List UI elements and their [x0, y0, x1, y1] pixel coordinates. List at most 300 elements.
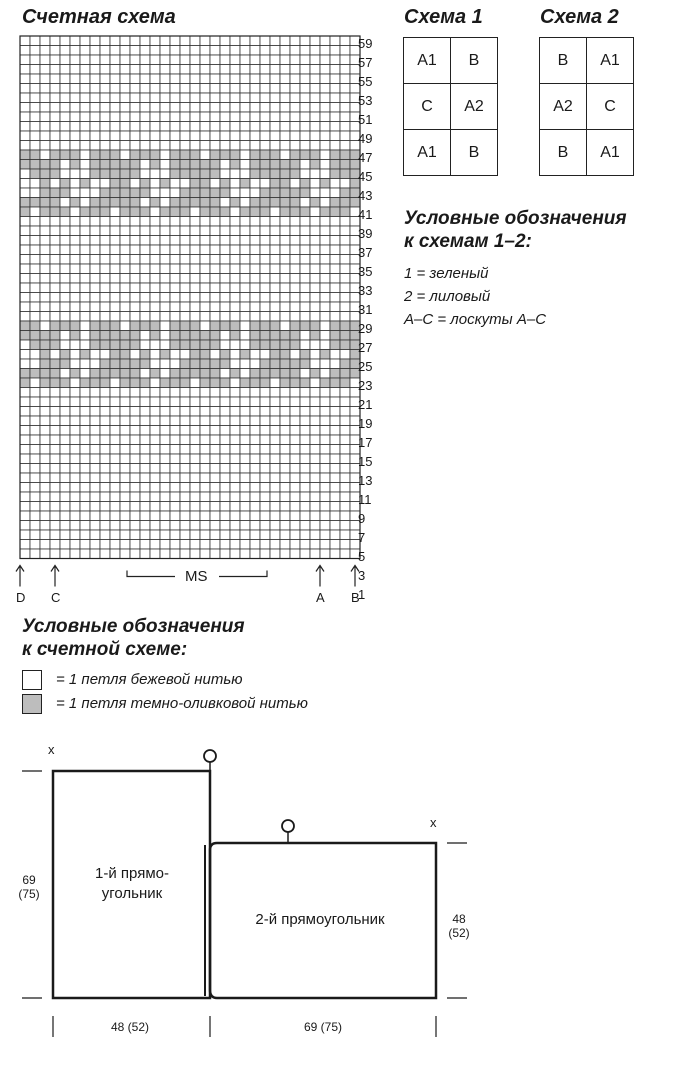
olive-stitch-cell [250, 169, 260, 179]
olive-stitch-cell [330, 369, 340, 379]
beige-stitch-cell [190, 492, 200, 502]
beige-stitch-cell [280, 84, 290, 94]
beige-stitch-cell [250, 397, 260, 407]
beige-stitch-cell [110, 416, 120, 426]
beige-stitch-cell [140, 122, 150, 132]
beige-stitch-cell [130, 416, 140, 426]
beige-stitch-cell [150, 103, 160, 113]
beige-stitch-cell [260, 312, 270, 322]
beige-stitch-cell [260, 141, 270, 151]
beige-stitch-cell [30, 388, 40, 398]
beige-stitch-cell [90, 179, 100, 189]
beige-stitch-cell [290, 103, 300, 113]
marker-label-d: D [16, 589, 26, 605]
chart-row-number: 31 [358, 302, 373, 317]
beige-stitch-cell [140, 312, 150, 322]
beige-stitch-cell [280, 103, 290, 113]
beige-stitch-cell [120, 264, 130, 274]
beige-stitch-cell [260, 540, 270, 550]
beige-stitch-cell [250, 112, 260, 122]
beige-stitch-cell [30, 93, 40, 103]
beige-stitch-cell [130, 283, 140, 293]
beige-stitch-cell [140, 36, 150, 46]
chart-row-number: 41 [358, 207, 373, 222]
beige-stitch-cell [340, 55, 350, 65]
beige-stitch-cell [210, 445, 220, 455]
scheme2-title: Схема 2 [540, 6, 619, 28]
beige-stitch-cell [40, 483, 50, 493]
olive-stitch-cell [240, 179, 250, 189]
beige-stitch-cell [300, 302, 310, 312]
beige-stitch-cell [260, 264, 270, 274]
beige-stitch-cell [210, 312, 220, 322]
beige-stitch-cell [310, 93, 320, 103]
beige-stitch-cell [210, 350, 220, 360]
beige-stitch-cell [260, 502, 270, 512]
beige-stitch-cell [240, 426, 250, 436]
olive-stitch-cell [140, 179, 150, 189]
beige-stitch-cell [140, 397, 150, 407]
beige-stitch-cell [50, 274, 60, 284]
beige-stitch-cell [190, 255, 200, 265]
olive-stitch-cell [120, 169, 130, 179]
olive-stitch-cell [270, 160, 280, 170]
beige-stitch-cell [200, 255, 210, 265]
beige-stitch-cell [340, 302, 350, 312]
beige-stitch-cell [170, 312, 180, 322]
beige-stitch-cell [290, 302, 300, 312]
beige-stitch-cell [270, 293, 280, 303]
beige-stitch-cell [240, 492, 250, 502]
beige-stitch-cell [110, 103, 120, 113]
beige-stitch-cell [20, 549, 30, 559]
scheme1-title: Схема 1 [404, 6, 483, 28]
beige-stitch-cell [150, 454, 160, 464]
beige-stitch-cell [260, 435, 270, 445]
olive-stitch-cell [30, 321, 40, 331]
chart-row-number: 5 [358, 549, 366, 564]
beige-stitch-cell [110, 36, 120, 46]
beige-stitch-cell [310, 255, 320, 265]
beige-stitch-cell [240, 502, 250, 512]
beige-stitch-cell [140, 340, 150, 350]
beige-stitch-cell [150, 426, 160, 436]
chart-row-number: 13 [358, 473, 373, 488]
olive-stitch-cell [190, 331, 200, 341]
beige-stitch-cell [250, 426, 260, 436]
beige-stitch-cell [340, 350, 350, 360]
beige-stitch-cell [320, 464, 330, 474]
beige-stitch-cell [280, 416, 290, 426]
olive-stitch-cell [120, 369, 130, 379]
beige-stitch-cell [210, 302, 220, 312]
olive-stitch-cell [40, 359, 50, 369]
beige-stitch-cell [180, 540, 190, 550]
olive-stitch-cell [70, 160, 80, 170]
beige-stitch-cell [140, 435, 150, 445]
beige-stitch-cell [130, 141, 140, 151]
beige-stitch-cell [210, 397, 220, 407]
beige-stitch-cell [30, 530, 40, 540]
beige-stitch-cell [20, 255, 30, 265]
beige-stitch-cell [100, 46, 110, 56]
beige-stitch-cell [200, 397, 210, 407]
beige-stitch-cell [40, 464, 50, 474]
olive-stitch-cell [200, 188, 210, 198]
beige-stitch-cell [220, 55, 230, 65]
beige-stitch-cell [40, 416, 50, 426]
olive-stitch-cell [120, 160, 130, 170]
beige-stitch-cell [20, 454, 30, 464]
beige-stitch-cell [320, 188, 330, 198]
beige-stitch-cell [50, 502, 60, 512]
beige-stitch-cell [210, 426, 220, 436]
beige-stitch-cell [270, 540, 280, 550]
beige-stitch-cell [50, 264, 60, 274]
beige-stitch-cell [150, 55, 160, 65]
olive-stitch-cell [250, 198, 260, 208]
beige-stitch-cell [300, 464, 310, 474]
olive-stitch-cell [300, 378, 310, 388]
beige-stitch-cell [190, 245, 200, 255]
beige-stitch-cell [20, 530, 30, 540]
beige-stitch-cell [180, 274, 190, 284]
beige-stitch-cell [280, 245, 290, 255]
beige-stitch-cell [150, 283, 160, 293]
beige-stitch-cell [180, 84, 190, 94]
beige-stitch-cell [80, 302, 90, 312]
beige-stitch-cell [320, 293, 330, 303]
olive-stitch-cell [100, 321, 110, 331]
beige-stitch-cell [40, 150, 50, 160]
beige-stitch-cell [190, 65, 200, 75]
beige-stitch-cell [120, 226, 130, 236]
scheme-row [404, 84, 498, 130]
beige-stitch-cell [240, 103, 250, 113]
beige-stitch-cell [310, 302, 320, 312]
olive-stitch-cell [340, 150, 350, 160]
beige-stitch-cell [160, 464, 170, 474]
olive-stitch-cell [280, 188, 290, 198]
beige-stitch-cell [80, 122, 90, 132]
beige-stitch-cell [150, 483, 160, 493]
beige-stitch-cell [190, 416, 200, 426]
scheme-cell: A1 [404, 130, 451, 176]
olive-stitch-cell [300, 321, 310, 331]
beige-stitch-cell [150, 188, 160, 198]
beige-stitch-cell [120, 426, 130, 436]
beige-stitch-cell [210, 530, 220, 540]
beige-stitch-cell [280, 255, 290, 265]
beige-stitch-cell [140, 245, 150, 255]
beige-stitch-cell [50, 179, 60, 189]
beige-stitch-cell [80, 93, 90, 103]
beige-stitch-cell [200, 74, 210, 84]
beige-stitch-cell [120, 521, 130, 531]
beige-stitch-cell [340, 255, 350, 265]
beige-stitch-cell [190, 454, 200, 464]
beige-stitch-cell [160, 245, 170, 255]
olive-stitch-cell [180, 160, 190, 170]
beige-stitch-cell [140, 302, 150, 312]
beige-stitch-cell [190, 122, 200, 132]
olive-stitch-cell [330, 378, 340, 388]
beige-stitch-cell [60, 217, 70, 227]
beige-stitch-cell [60, 274, 70, 284]
beige-stitch-cell [110, 511, 120, 521]
olive-stitch-cell [80, 378, 90, 388]
olive-stitch-cell [170, 198, 180, 208]
beige-stitch-cell [30, 378, 40, 388]
beige-stitch-cell [220, 217, 230, 227]
beige-stitch-cell [250, 74, 260, 84]
beige-stitch-cell [250, 103, 260, 113]
beige-stitch-cell [30, 236, 40, 246]
beige-stitch-cell [100, 502, 110, 512]
beige-stitch-cell [110, 236, 120, 246]
beige-stitch-cell [240, 255, 250, 265]
beige-stitch-cell [230, 188, 240, 198]
beige-stitch-cell [220, 416, 230, 426]
beige-stitch-cell [140, 93, 150, 103]
olive-stitch-cell [340, 321, 350, 331]
olive-stitch-cell [180, 207, 190, 217]
beige-stitch-cell [80, 274, 90, 284]
beige-stitch-cell [340, 293, 350, 303]
beige-stitch-cell [120, 473, 130, 483]
beige-stitch-cell [320, 530, 330, 540]
beige-stitch-cell [200, 84, 210, 94]
beige-stitch-cell [140, 112, 150, 122]
beige-stitch-cell [60, 36, 70, 46]
beige-stitch-cell [160, 93, 170, 103]
beige-stitch-cell [100, 131, 110, 141]
beige-stitch-cell [310, 84, 320, 94]
beige-stitch-cell [210, 540, 220, 550]
beige-stitch-cell [310, 407, 320, 417]
olive-stitch-cell [50, 359, 60, 369]
olive-stitch-cell [290, 369, 300, 379]
beige-stitch-cell [190, 283, 200, 293]
beige-stitch-cell [230, 84, 240, 94]
beige-stitch-cell [90, 540, 100, 550]
beige-stitch-cell [160, 264, 170, 274]
beige-stitch-cell [20, 131, 30, 141]
beige-stitch-cell [260, 464, 270, 474]
beige-stitch-cell [150, 350, 160, 360]
beige-stitch-cell [260, 302, 270, 312]
beige-stitch-cell [220, 397, 230, 407]
beige-stitch-cell [140, 255, 150, 265]
olive-stitch-cell [110, 150, 120, 160]
olive-stitch-cell [130, 188, 140, 198]
beige-stitch-cell [260, 483, 270, 493]
beige-stitch-cell [180, 502, 190, 512]
beige-stitch-cell [70, 55, 80, 65]
beige-stitch-cell [180, 112, 190, 122]
beige-stitch-cell [260, 416, 270, 426]
beige-stitch-cell [330, 549, 340, 559]
beige-stitch-cell [110, 112, 120, 122]
beige-stitch-cell [200, 274, 210, 284]
beige-stitch-cell [50, 350, 60, 360]
beige-stitch-cell [200, 540, 210, 550]
beige-stitch-cell [250, 312, 260, 322]
beige-stitch-cell [30, 103, 40, 113]
beige-stitch-cell [130, 502, 140, 512]
beige-stitch-cell [130, 255, 140, 265]
olive-stitch-cell [200, 198, 210, 208]
beige-stitch-cell [130, 302, 140, 312]
beige-stitch-cell [270, 46, 280, 56]
beige-stitch-cell [100, 464, 110, 474]
olive-stitch-cell [200, 331, 210, 341]
beige-stitch-cell [180, 141, 190, 151]
beige-stitch-cell [300, 388, 310, 398]
beige-stitch-cell [50, 245, 60, 255]
beige-stitch-cell [190, 435, 200, 445]
beige-stitch-cell [150, 397, 160, 407]
beige-stitch-cell [300, 521, 310, 531]
beige-stitch-cell [220, 131, 230, 141]
beige-stitch-cell [60, 331, 70, 341]
beige-stitch-cell [140, 473, 150, 483]
olive-stitch-cell [280, 340, 290, 350]
beige-stitch-cell [320, 65, 330, 75]
beige-stitch-cell [320, 264, 330, 274]
beige-stitch-cell [280, 302, 290, 312]
beige-stitch-cell [100, 236, 110, 246]
olive-stitch-cell [260, 198, 270, 208]
olive-stitch-cell [260, 378, 270, 388]
beige-stitch-cell [300, 274, 310, 284]
olive-stitch-cell [200, 179, 210, 189]
beige-stitch-cell [110, 255, 120, 265]
beige-stitch-cell [160, 473, 170, 483]
olive-stitch-cell [130, 198, 140, 208]
beige-stitch-cell [330, 84, 340, 94]
olive-stitch-cell [110, 350, 120, 360]
beige-stitch-cell [270, 473, 280, 483]
beige-stitch-cell [300, 141, 310, 151]
beige-stitch-cell [70, 264, 80, 274]
beige-stitch-cell [150, 530, 160, 540]
beige-stitch-cell [60, 407, 70, 417]
beige-stitch-cell [230, 502, 240, 512]
beige-stitch-cell [220, 245, 230, 255]
olive-stitch-cell [210, 169, 220, 179]
beige-stitch-cell [150, 65, 160, 75]
olive-stitch-cell [20, 321, 30, 331]
beige-stitch-cell [70, 464, 80, 474]
beige-stitch-cell [310, 169, 320, 179]
beige-stitch-cell [310, 236, 320, 246]
beige-stitch-cell [90, 511, 100, 521]
beige-stitch-cell [130, 521, 140, 531]
beige-stitch-cell [90, 112, 100, 122]
beige-stitch-cell [50, 483, 60, 493]
beige-stitch-cell [270, 283, 280, 293]
beige-stitch-cell [260, 65, 270, 75]
beige-stitch-cell [160, 74, 170, 84]
olive-stitch-cell [190, 350, 200, 360]
beige-stitch-cell [310, 188, 320, 198]
beige-stitch-cell [200, 511, 210, 521]
beige-stitch-cell [210, 502, 220, 512]
beige-stitch-cell [150, 445, 160, 455]
olive-stitch-cell [290, 150, 300, 160]
beige-stitch-cell [260, 530, 270, 540]
beige-stitch-cell [70, 340, 80, 350]
beige-stitch-cell [40, 93, 50, 103]
beige-stitch-cell [140, 464, 150, 474]
olive-stitch-cell [150, 160, 160, 170]
beige-stitch-cell [40, 122, 50, 132]
beige-stitch-cell [130, 473, 140, 483]
beige-stitch-cell [250, 188, 260, 198]
beige-stitch-cell [250, 530, 260, 540]
beige-stitch-cell [140, 369, 150, 379]
olive-stitch-cell [150, 369, 160, 379]
beige-stitch-cell [140, 549, 150, 559]
beige-stitch-cell [260, 122, 270, 132]
beige-stitch-cell [320, 388, 330, 398]
beige-stitch-cell [340, 426, 350, 436]
beige-stitch-cell [280, 122, 290, 132]
beige-stitch-cell [240, 435, 250, 445]
beige-stitch-cell [290, 179, 300, 189]
beige-stitch-cell [30, 540, 40, 550]
beige-stitch-cell [130, 293, 140, 303]
beige-stitch-cell [120, 84, 130, 94]
olive-stitch-cell [180, 321, 190, 331]
olive-stitch-cell [340, 331, 350, 341]
beige-stitch-cell [30, 407, 40, 417]
beige-stitch-cell [300, 331, 310, 341]
beige-stitch-cell [190, 217, 200, 227]
beige-stitch-cell [340, 502, 350, 512]
beige-stitch-cell [220, 255, 230, 265]
beige-stitch-cell [120, 302, 130, 312]
beige-stitch-cell [240, 331, 250, 341]
olive-stitch-cell [260, 321, 270, 331]
olive-stitch-cell [50, 198, 60, 208]
beige-stitch-cell [300, 293, 310, 303]
beige-stitch-cell [40, 217, 50, 227]
beige-stitch-cell [260, 84, 270, 94]
olive-stitch-cell [290, 160, 300, 170]
beige-stitch-cell [140, 388, 150, 398]
olive-stitch-cell [70, 150, 80, 160]
beige-stitch-cell [160, 198, 170, 208]
beige-stitch-cell [150, 511, 160, 521]
beige-stitch-cell [140, 46, 150, 56]
beige-stitch-cell [190, 55, 200, 65]
olive-stitch-cell [20, 198, 30, 208]
olive-stitch-cell [170, 369, 180, 379]
beige-stitch-cell [50, 445, 60, 455]
beige-stitch-cell [30, 46, 40, 56]
beige-stitch-cell [40, 511, 50, 521]
beige-stitch-cell [280, 65, 290, 75]
beige-stitch-cell [180, 350, 190, 360]
beige-stitch-cell [260, 350, 270, 360]
beige-stitch-cell [20, 74, 30, 84]
olive-stitch-cell [210, 198, 220, 208]
beige-stitch-cell [330, 445, 340, 455]
beige-stitch-cell [300, 36, 310, 46]
beige-stitch-cell [40, 530, 50, 540]
